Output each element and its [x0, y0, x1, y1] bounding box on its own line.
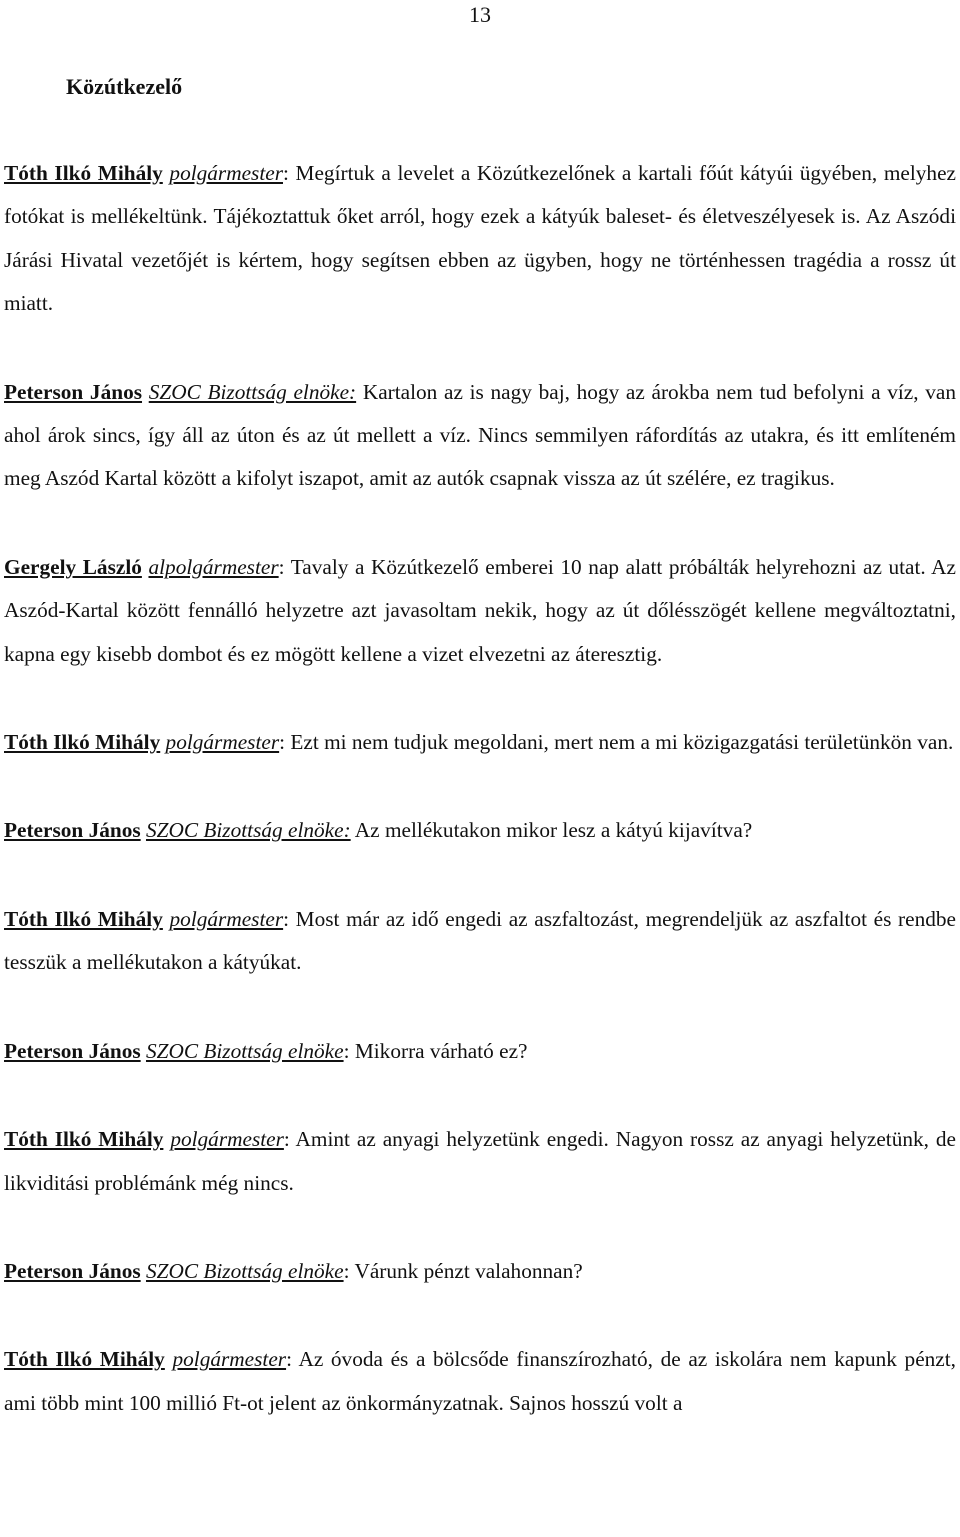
speaker-name: Gergely László: [4, 554, 142, 579]
statement-text: Ezt mi nem tudjuk megoldani, mert nem a mi közigazgatási területünkön van.: [285, 730, 954, 755]
separator: :: [283, 161, 289, 185]
speaker-role: SZOC Bizottság elnöke: [145, 1038, 344, 1063]
paragraph-6: [4, 898, 956, 985]
separator: :: [283, 1127, 290, 1152]
separator: :: [283, 906, 290, 931]
statement-text: Amint az anyagi helyzetünk engedi. Nagyon rossz az anyagi helyzetünk, de likviditási problémánk még nincs.: [4, 1127, 957, 1195]
page-number: 13: [469, 2, 491, 27]
paragraph-3: [4, 546, 956, 676]
speaker-name: Tóth Ilkó Mihály: [4, 730, 161, 755]
speaker-role: SZOC Bizottság elnöke:: [148, 379, 357, 404]
statement-text: Mikorra várható ez?: [349, 1038, 528, 1063]
speaker-role: polgármester: [172, 1347, 287, 1372]
speaker-name: Peterson János: [4, 1038, 141, 1063]
separator: :: [278, 554, 285, 579]
paragraph-10: [4, 1338, 956, 1425]
separator: :: [286, 1347, 292, 1372]
speaker-name: Peterson János: [4, 379, 143, 404]
paragraph-5: [4, 809, 956, 852]
speaker-role: SZOC Bizottság elnöke: [145, 1258, 344, 1283]
statement-text: Az mellékutakon mikor lesz a kátyú kijavítva?: [350, 818, 753, 843]
speaker-role: polgármester: [170, 1127, 284, 1152]
paragraph-7: [4, 1030, 956, 1073]
minutes-body: [4, 152, 956, 1470]
paragraph-2: [4, 371, 956, 501]
paragraph-9: [4, 1250, 956, 1293]
speaker-name: Peterson János: [4, 1258, 141, 1283]
speaker-role: alpolgármester: [148, 554, 279, 579]
speaker-name: Tóth Ilkó Mihály: [4, 1347, 165, 1372]
speaker-name: Tóth Ilkó Mihály: [4, 1127, 164, 1152]
section-title: Közútkezelő: [66, 74, 183, 99]
statement-text: Az óvoda és a bölcsőde finanszírozható, de az iskolára nem kapunk pénzt, ami több mint 100 millió Ft-ot jelent az önkormányzatnak. Sajnos hosszú volt a: [4, 1347, 957, 1415]
speaker-name: Peterson János: [4, 818, 141, 843]
speaker-role: polgármester: [169, 906, 284, 931]
separator: :: [343, 1258, 350, 1283]
paragraph-8: [4, 1118, 956, 1205]
statement-text: Tavaly a Közútkezelő emberei 10 nap alatt próbálták helyrehozni az utat. Az Aszód-Kartal között fennálló helyzetre azt javasoltam nekik, hogy az út dőlésszögét kellene megváltoztatni, kapna egy kisebb dombot és ez mögött kellene a vizet elvezetni az áteresztig.: [4, 554, 956, 666]
speaker-name: Tóth Ilkó Mihály: [4, 906, 163, 931]
speaker-name: Tóth Ilkó Mihály: [4, 161, 163, 185]
speaker-role: polgármester: [169, 161, 283, 185]
statement-text: Megírtuk a levelet a Közútkezelőnek a kartali főút kátyúi ügyében, melyhez fotókat is mellékeltünk. Tájékoztattuk őket arról, hogy ezek a kátyúk baleset- és életveszélyesek is. Az Aszódi Járási Hivatal vezetőjét is kértem, hogy segítsen ebben az ügyben, hogy ne történhessen tragédia a rossz út miatt.: [4, 161, 956, 316]
paragraph-4: [4, 721, 956, 764]
separator: :: [279, 730, 286, 755]
statement-text: Kartalon az is nagy baj, hogy az árokba nem tud befolyni a víz, van ahol árok sincs, így áll az úton és az út mellett a víz. Nincs semmilyen ráfordítás az utakra, és itt említeném meg Aszód Kartal között a kifolyt iszapot, amit az autók csapnak vissza az út szélére, ez tragikus.: [4, 379, 956, 491]
speaker-role: SZOC Bizottság elnöke:: [145, 818, 351, 843]
separator: :: [343, 1038, 350, 1063]
paragraph-1: [4, 152, 956, 326]
speaker-role: polgármester: [165, 730, 280, 755]
statement-text: Most már az idő engedi az aszfaltozást, megrendeljük az aszfaltot és rendbe tesszük a mellékutakon a kátyúkat.: [4, 906, 956, 975]
statement-text: Várunk pénzt valahonnan?: [349, 1258, 583, 1283]
